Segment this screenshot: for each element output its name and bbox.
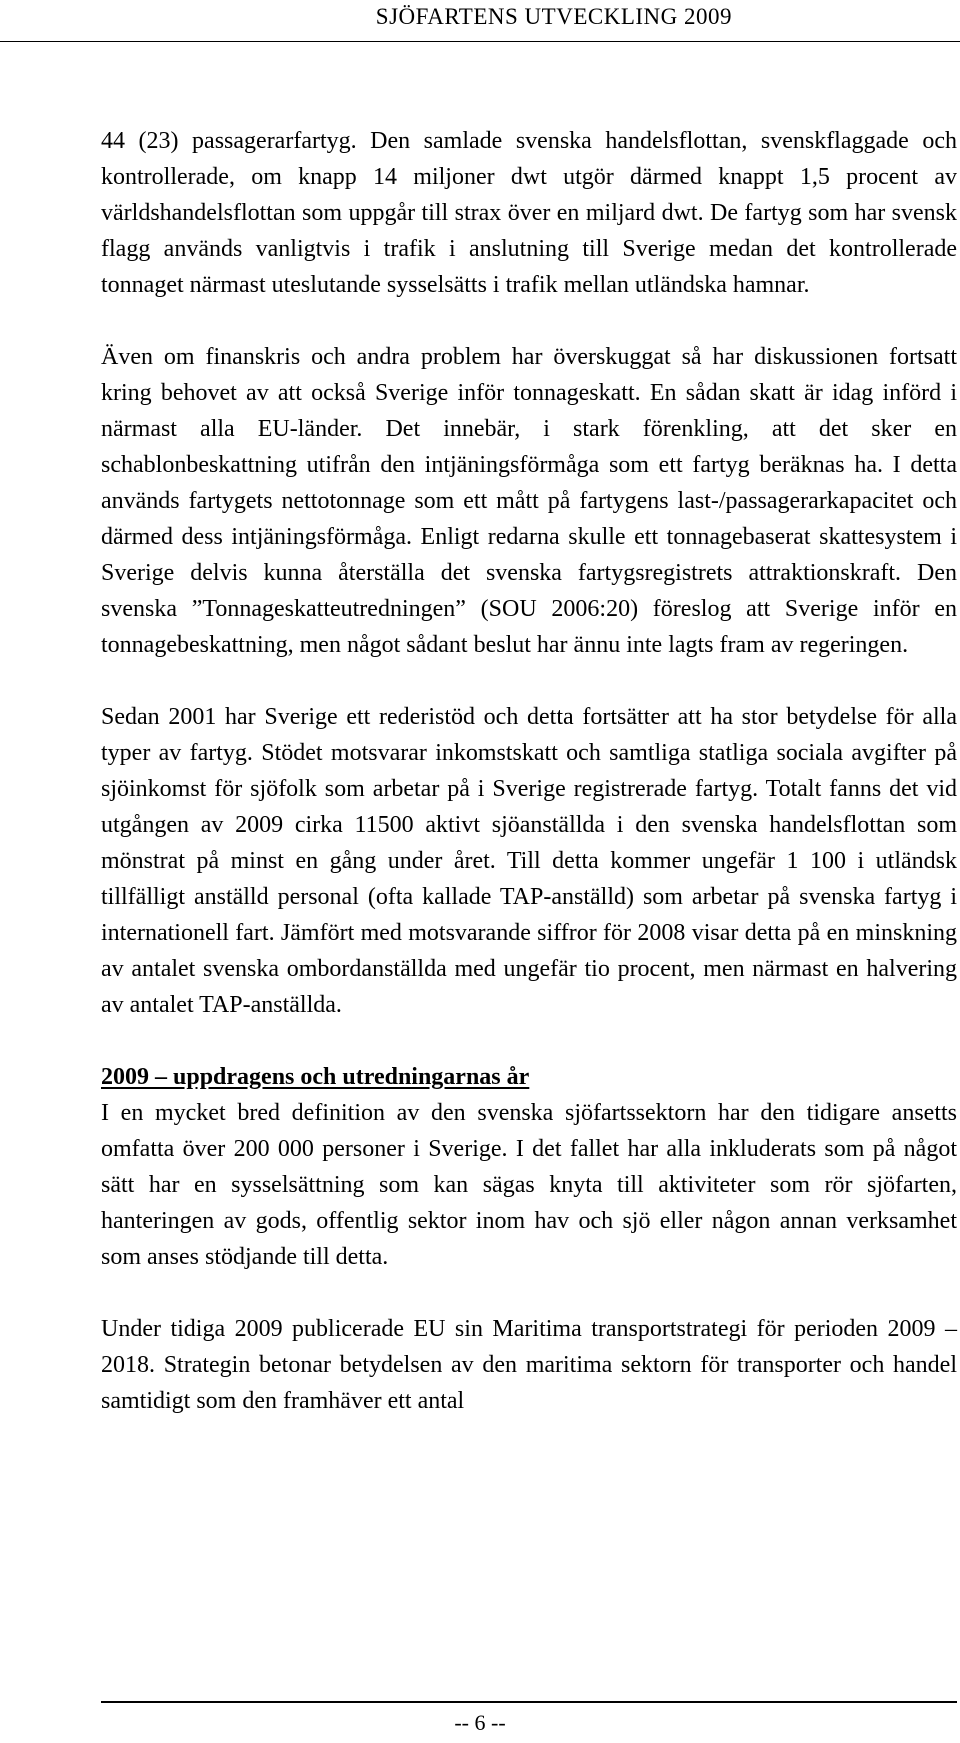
- footer-divider: [101, 1701, 957, 1705]
- paragraph-eu-strategy: Under tidiga 2009 publicerade EU sin Maritima transportstrategi för perioden 2009 – 2018. Strategin betonar betydelsen av den maritima sektorn för transporter och handel samtidigt som den framhäver ett antal: [101, 1316, 957, 1414]
- paragraph-fleet: 44 (23) passagerarfartyg. Den samlade svenska handelsflottan, svenskflaggade och kontrollerade, om knapp 14 miljoner dwt utgör därmed knappt 1,5 procent av världshandelsflottan som uppgår till strax över en miljard dwt. De fartyg som har svensk flagg används vanligtvis i trafik i anslutning till Sverige medan det kontrollerade tonnaget närmast uteslutande sysselsätts i trafik mellan utländska hamnar.: [101, 128, 957, 298]
- page-body: [101, 123, 957, 1419]
- paragraph-shipping-support: Sedan 2001 har Sverige ett rederistöd och detta fortsätter att ha stor betydelse för alla typer av fartyg. Stödet motsvarar inkomstskatt och samtliga statliga sociala avgifter på sjöinkomst för sjöfolk som arbetar på i Sverige registrerade fartyg. Totalt fanns det vid utgången av 2009 cirka 11500 aktivt sjöanställda i den svenska handelsflottan som mönstrat på minst en gång under året. Till detta kommer ungefär 1 100 i utländsk tillfälligt anställd personal (ofta kallade TAP-anställd) som arbetar på svenska fartyg i internationell fart. Jämfört med motsvarande siffror för 2008 visar detta på en minskning av antalet svenska ombordanställda med ungefär tio procent, men närmast en halvering av antalet TAP-anställda.: [101, 704, 957, 1018]
- paragraph-tonnage-tax: Även om finanskris och andra problem har överskuggat så har diskussionen fortsatt kring behovet av att också Sverige inför tonnageskatt. En sådan skatt är idag införd i närmast alla EU-länder. Det innebär, i stark förenkling, att det sker en schablonbeskattning utifrån den intjäningsförmåga som ett fartyg beräknas ha. I detta används fartygets nettotonnage som ett mått på fartygens last-/passagerarkapacitet och därmed dess intjäningsförmåga. Enligt redarna skulle ett tonnagebaserat skattesystem i Sverige delvis kunna återställa det svenska fartygsregistrets attraktionskraft. Den svenska ”Tonnageskatteutredningen” (SOU 2006:20) föreslog att Sverige inför en tonnagebeskattning, men något sådant beslut har ännu inte lagts fram av regeringen.: [101, 344, 957, 658]
- running-header-title: SJÖFARTENS UTVECKLING 2009: [375, 4, 732, 29]
- page-number: -- 6 --: [454, 1710, 506, 1735]
- header-divider: [0, 41, 960, 42]
- section-heading: 2009 – uppdragens och utredningarnas år: [101, 1064, 530, 1090]
- paragraph-maritime-sector: I en mycket bred definition av den svenska sjöfartssektorn har den tidigare ansetts omfatta över 200 000 personer i Sverige. I det fallet har alla inkluderats som på något sätt har en sysselsättning som kan sägas knyta till aktiviteter som rör sjöfarten, hanteringen av gods, offentlig sektor inom hav och sjö eller någon annan verksamhet som anses stödjande till detta.: [101, 1100, 957, 1270]
- page-header: [0, 0, 960, 44]
